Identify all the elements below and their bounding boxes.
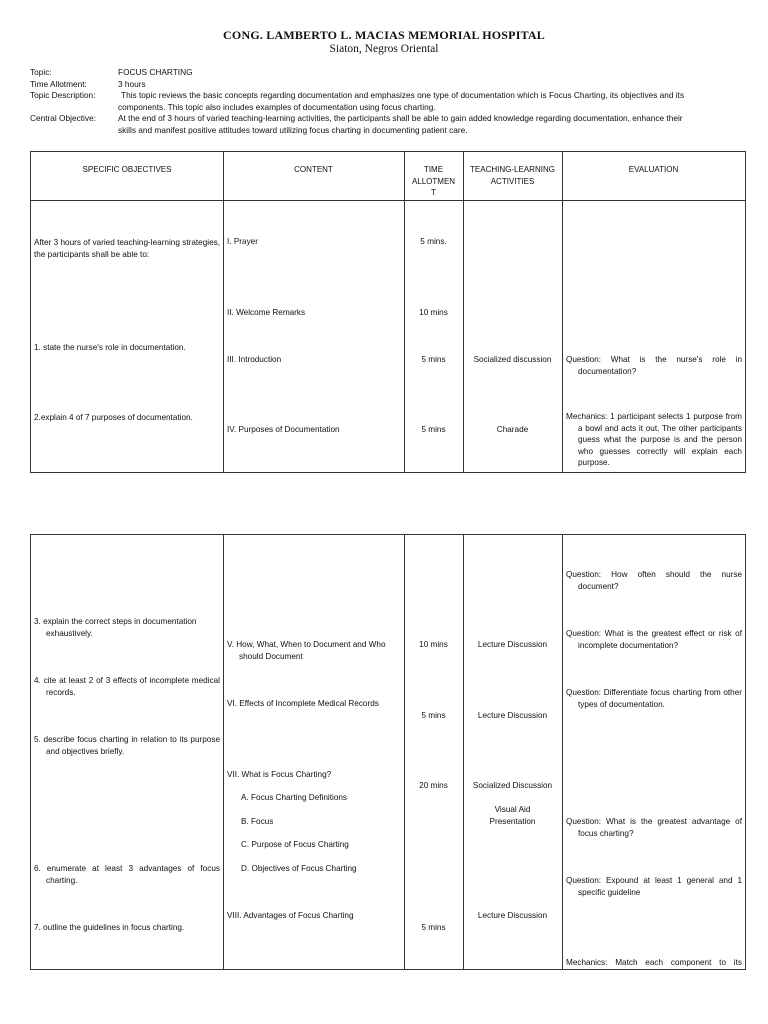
time-8: 5 mins	[421, 923, 446, 932]
evaluation-8: Question: What is the greatest advantage of focus charting?	[566, 817, 742, 838]
activity-8: Lecture Discussion	[477, 911, 548, 920]
time-label: Time Allotment:	[30, 78, 87, 89]
topic-info	[30, 67, 742, 136]
topic-value: FOCUS CHARTING	[118, 67, 193, 77]
objective-2: 2.explain 4 of 7 purposes of documentation.	[34, 413, 193, 422]
objective-5: 5. describe focus charting in relation to its purpose and objectives briefly.	[34, 735, 220, 756]
content-5: V. How, What, When to Document and Who should Document	[227, 640, 386, 661]
objective-1: 1. state the nurse's role in documentation.	[34, 343, 186, 352]
objective-4: 4. cite at least 2 of 3 effects of incomplete medical records.	[34, 676, 220, 697]
evaluation-6: Question: What is the greatest effect or risk of incomplete documentation?	[566, 629, 742, 650]
content-7b: B. Focus	[241, 817, 274, 826]
time-4: 5 mins	[421, 425, 446, 434]
evaluation-4: Mechanics: 1 participant selects 1 purpose from a bowl and acts it out. The other participants guess what the purpose is and the person who guesses correctly will explain each purpose.	[566, 412, 742, 467]
content-2: II. Welcome Remarks	[227, 308, 306, 317]
activity-4: Charade	[496, 425, 529, 434]
time-1: 5 mins.	[420, 237, 447, 246]
description-label: Topic Description:	[30, 90, 96, 100]
evaluation-10: Mechanics: Match each component to its	[566, 958, 742, 967]
evaluation-9: Question: Expound at least 1 general and 1 specific guideline	[566, 876, 742, 897]
header-teaching-learning: TEACHING-LEARNING ACTIVITIES	[470, 165, 555, 186]
time-5: 10 mins	[419, 640, 448, 649]
time-2: 10 mins	[419, 308, 448, 317]
lesson-plan-table-1	[30, 151, 746, 473]
evaluation-3: Question: What is the nurse's role in documentation?	[566, 355, 742, 376]
objective-6: 6. enumerate at least 3 advantages of focus charting.	[34, 864, 220, 885]
activity-5: Lecture Discussion	[477, 640, 548, 649]
hospital-location: Siaton, Negros Oriental	[329, 43, 439, 55]
header-specific-objectives: SPECIFIC OBJECTIVES	[82, 165, 172, 174]
lesson-plan-table-2	[30, 534, 746, 970]
content-3: III. Introduction	[227, 355, 282, 364]
time-value: 3 hours	[118, 78, 146, 89]
content-4: IV. Purposes of Documentation	[227, 425, 340, 434]
central-objective-line-2: skills and manifest positive attitudes toward utilizing focus charting in documenting patient care.	[118, 124, 468, 135]
content-6: VI. Effects of Incomplete Medical Records	[227, 699, 379, 708]
objective-3: 3. explain the correct steps in documentation exhaustively.	[34, 617, 197, 638]
content-7: VII. What is Focus Charting?	[227, 770, 332, 779]
central-objective-line-1: At the end of 3 hours of varied teaching-learning activities, the participants shall be able to gain added knowledge regarding documentation, enhance their	[118, 113, 683, 123]
time-7: 20 mins	[419, 781, 448, 790]
activity-6: Lecture Discussion	[477, 711, 548, 720]
time-3: 5 mins	[421, 355, 446, 364]
intro-objective: After 3 hours of varied teaching-learning strategies, the participants shall be able to:	[34, 238, 220, 259]
central-objective-label: Central Objective:	[30, 113, 96, 123]
header-content: CONTENT	[294, 165, 333, 174]
time-6: 5 mins	[421, 711, 446, 720]
objective-7: 7. outline the guidelines in focus charting.	[34, 923, 185, 932]
content-7a: A. Focus Charting Definitions	[241, 793, 348, 802]
activity-7b: Visual Aid Presentation	[489, 805, 536, 826]
topic-label: Topic:	[30, 67, 52, 77]
content-8: VIII. Advantages of Focus Charting	[227, 911, 354, 920]
evaluation-7: Question: Differentiate focus charting from other types of documentation.	[566, 688, 742, 709]
header-time-allotment: TIME ALLOTMEN T	[411, 165, 456, 197]
activity-7: Socialized Discussion	[472, 781, 553, 790]
content-1: I. Prayer	[227, 237, 258, 246]
content-7d: D. Objectives of Focus Charting	[241, 864, 357, 873]
description-line-2: components. This topic also includes examples of documentation using focus charting.	[118, 101, 436, 112]
header-evaluation: EVALUATION	[628, 165, 679, 174]
activity-3: Socialized discussion	[473, 355, 552, 364]
evaluation-5: Question: How often should the nurse document?	[566, 570, 742, 591]
content-7c: C. Purpose of Focus Charting	[241, 840, 349, 849]
description-line-1: This topic reviews the basic concepts regarding documentation and emphasizes one type of documentation which is Focus Charting, its objectives and its	[121, 90, 685, 100]
hospital-name: CONG. LAMBERTO L. MACIAS MEMORIAL HOSPITAL	[223, 28, 545, 42]
